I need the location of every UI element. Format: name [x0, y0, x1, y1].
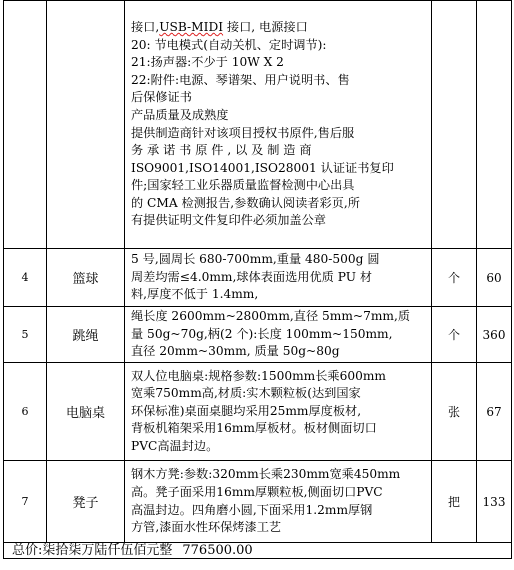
desc-line: 环保标准)桌面桌腿均采用25mm厚度板材, — [131, 403, 362, 418]
item-name: 电脑桌 — [47, 363, 125, 461]
item-description — [125, 461, 432, 543]
total-cell — [4, 543, 512, 559]
desc-line: 钢木方凳:参数:320mm长乘230mm宽乘450mm — [131, 467, 401, 482]
item-quantity: 133 — [477, 461, 512, 543]
item-number — [4, 1, 47, 249]
desc-line: 宽乘750mm高,材质:实木颗粒板(达到国家 — [131, 386, 361, 401]
spellcheck-mark: USB-MIDI — [159, 19, 224, 34]
item-quantity: 360 — [477, 307, 512, 363]
desc-line: 产品质量及成熟度 — [131, 107, 229, 122]
total-row — [4, 543, 512, 559]
item-unit: 把 — [432, 461, 477, 543]
item-name: 篮球 — [47, 249, 125, 307]
item-name: 凳子 — [47, 461, 125, 543]
item-unit: 个 — [432, 307, 477, 363]
item-description — [125, 1, 432, 249]
item-description — [125, 363, 432, 461]
desc-line: 绳长度 2600mm~2800mm,直径 5mm~7mm,质 — [131, 309, 411, 324]
item-description — [125, 307, 432, 363]
desc-line: 22:附件:电源、琴谱架、用户说明书、售 — [131, 72, 350, 87]
desc-line: 后保修证书 — [131, 90, 192, 105]
item-number: 5 — [4, 307, 47, 363]
desc-line: 双人位电脑桌:规格参数:1500mm长乘600mm — [131, 368, 386, 383]
table-row — [4, 307, 512, 363]
desc-line: 务 承 诺 书 原 件 , 以 及 制 造 商 — [131, 143, 312, 158]
desc-line: 直径 20mm~30mm, 质量 50g~80g — [131, 344, 340, 359]
item-number: 7 — [4, 461, 47, 543]
desc-line: 高温封边。四角磨小圆,下面采用1.2mm厚钢 — [131, 502, 373, 517]
item-quantity: 67 — [477, 363, 512, 461]
total-amount: 776500.00 — [182, 542, 253, 558]
item-description — [125, 249, 432, 307]
desc-line — [131, 19, 427, 37]
item-unit: 个 — [432, 249, 477, 307]
table-row — [4, 249, 512, 307]
item-unit: 张 — [432, 363, 477, 461]
desc-line: 提供制造商针对该项目授权书原件,售后服 — [131, 125, 355, 140]
desc-line: 方管,漆面水性环保烤漆工艺 — [131, 520, 282, 535]
desc-line: 有提供证明文件复印件必须加盖公章 — [131, 213, 326, 228]
desc-line: 高。凳子面采用16mm厚颗粒板,侧面切口PVC — [131, 484, 383, 499]
table-row — [4, 461, 512, 543]
item-number: 6 — [4, 363, 47, 461]
desc-line: 料,厚度不低于 1.4mm, — [131, 287, 259, 302]
item-name: 跳绳 — [47, 307, 125, 363]
desc-line: 的 CMA 检测报告,参数确认阅读者彩页,所 — [131, 195, 360, 210]
item-quantity: 60 — [477, 249, 512, 307]
equipment-table — [3, 0, 512, 559]
item-name — [47, 1, 125, 249]
desc-line: ISO9001,ISO14001,ISO28001 认证证书复印 — [131, 160, 394, 175]
desc-text: 接口,USB-MIDI 接口, 电源接口 — [131, 19, 308, 34]
item-unit — [432, 1, 477, 249]
desc-line: 背板机箱架采用16mm厚板材。板材侧面切口 — [131, 421, 377, 436]
item-quantity — [477, 1, 512, 249]
desc-line: 周差均需≤4.0mm,球体表面选用优质 PU 材 — [131, 269, 373, 284]
table-row — [4, 363, 512, 461]
desc-line: 20: 节电模式(自动关机、定时调节): — [131, 37, 327, 52]
desc-line: 件;国家轻工业乐器质量监督检测中心出具 — [131, 178, 355, 193]
item-number: 4 — [4, 249, 47, 307]
total-label: 总价:柒拾柒万陆仟伍佰元整 — [12, 542, 173, 558]
desc-line: 量 50g~70g,柄(2 个):长度 100mm~150mm, — [131, 326, 393, 341]
desc-line: 21:扬声器:不少于 10W X 2 — [131, 55, 284, 70]
desc-line: PVC高温封边。 — [131, 438, 219, 453]
table-row — [4, 1, 512, 249]
desc-line: 5 号,圆周长 680-700mm,重量 480-500g 圆 — [131, 252, 380, 267]
